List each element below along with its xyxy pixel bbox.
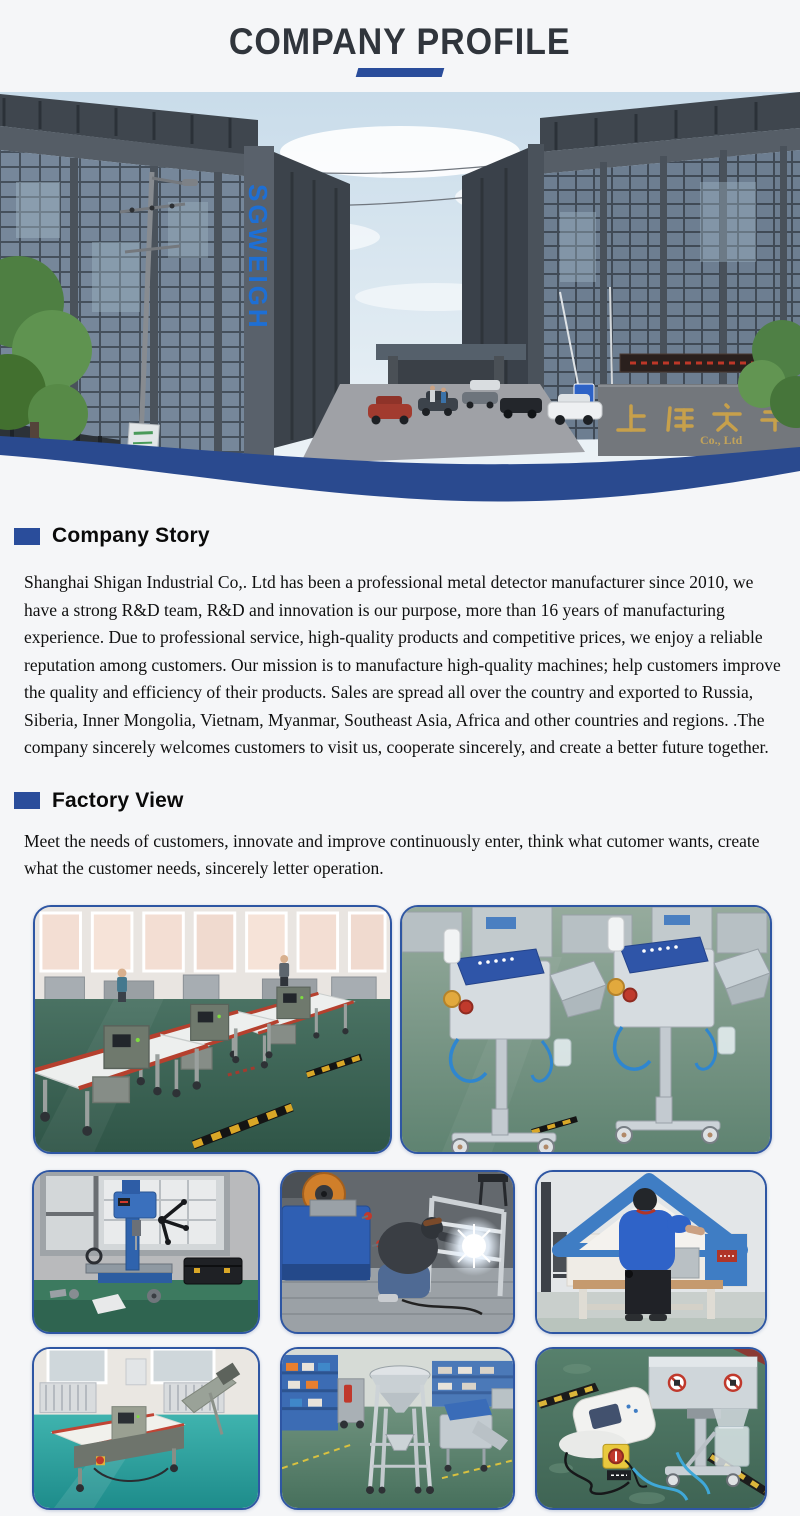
pharma-metal-detectors-photo xyxy=(400,905,772,1154)
gallery-row-3 xyxy=(32,1347,767,1510)
gallery-row-2 xyxy=(32,1170,767,1334)
drilling-machine-photo xyxy=(32,1170,260,1334)
section-bullet-icon xyxy=(14,528,40,545)
page-title: COMPANY PROFILE xyxy=(229,21,571,62)
factory-building-photo xyxy=(0,92,800,509)
title-underline xyxy=(356,68,445,77)
page-header xyxy=(0,0,800,77)
factory-view-heading xyxy=(14,788,800,814)
sgweigh-sign-text: SGWEIGH xyxy=(243,184,273,331)
compact-detector-unit-photo xyxy=(535,1347,767,1510)
packing-machine-warehouse-photo xyxy=(280,1347,515,1510)
gallery-row-1 xyxy=(33,905,772,1154)
company-story-heading xyxy=(14,523,800,549)
factory-view-title: Factory View xyxy=(52,788,184,812)
company-story-paragraph: Shanghai Shigan Industrial Co,. Ltd has been a professional metal detector manufacturer since 2010, we have a strong R&D team, R&D and innovation is our purpose, more than 16 years of manufacturing experience. Due to professional service, high-quality products and competitive prices, we enjoy a reliable reputation among customers. Our mission is to manufacture high-quality machines; help customers improve the quality and efficiency of their products. Sales are spread all over the country and exported to Russia, Siberia, Inner Mongolia, Vietnam, Myanmar, Southeast Asia, Africa and other countries and regions. .The company sincerely welcomes customers to visit us, cooperate sincerely, and create a better future together. xyxy=(24,572,781,757)
metal-detector-teal-floor-photo xyxy=(32,1347,260,1510)
company-story-title: Company Story xyxy=(52,524,210,547)
welding-station-photo xyxy=(280,1170,515,1334)
section-bullet-icon xyxy=(14,792,40,809)
stone-sign-sub-text: Co., Ltd xyxy=(700,433,743,447)
factory-view-paragraph: Meet the needs of customers, innovate and improve continuously enter, think what cutomer wants, create what the customer needs, sincerely letter operation. xyxy=(24,830,760,878)
assembly-station-photo xyxy=(535,1170,767,1334)
workshop-conveyor-line-photo xyxy=(33,905,392,1154)
